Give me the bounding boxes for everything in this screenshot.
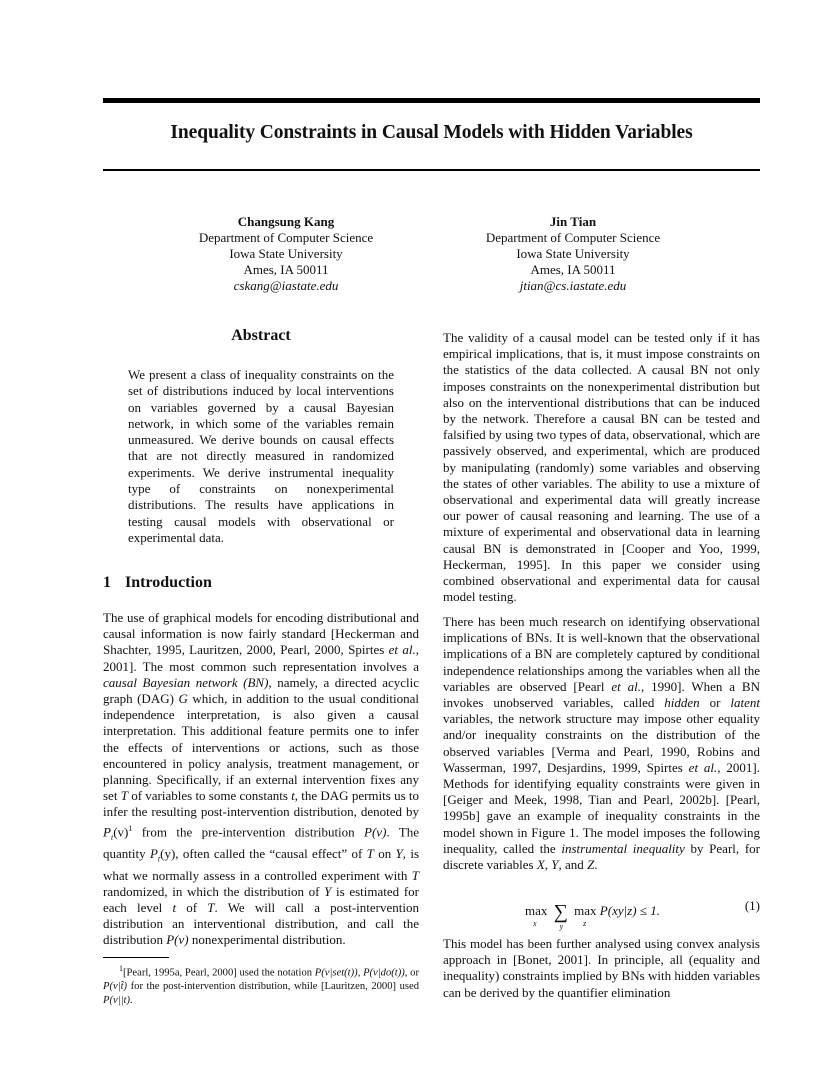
equation-number: (1) xyxy=(744,898,760,913)
author-email: jtian@cs.iastate.edu xyxy=(519,278,627,293)
author-university: Iowa State University xyxy=(229,246,343,261)
equation-1 xyxy=(443,892,760,931)
right-paragraph-1: The validity of a causal model can be tested only if it has empirical implications, that is, it must impose constraints on the statistics of the data collected. A causal BN not only imposes constraints on the nonexperimental distribution but also on the interventional distributions that can be induced by the network. Therefore a causal BN can be tested and falsified by using two types of data, observational, which are passively observed, and experimental, which are produced by manipulating (randomly) some variables and observing the states of other variables. The ability to use a mixture of observational and experimental data will greatly increase our power of causal reasoning and learning. The use of a mixture of experimental and observational data in learning causal BN is demonstrated in [Cooper and Yoo, 1999, Heckerman, 1995]. In this paper we consider using combined observational and experimental data for causal model testing. xyxy=(443,330,760,605)
summation-symbol: ∑ xyxy=(553,901,568,923)
intro-paragraph: The use of graphical models for encoding distributional and causal information is now fairly standard [Heckerman and Shachter, 1995, Lauritzen, 2000, Pearl, 2000, Spirtes et al., 2001]. The most common such representation involves a causal Bayesian network (BN), namely, a directed acyclic graph (DAG) G which, in addition to the usual conditional independence interpretation, is also given a causal interpretation. This additional feature permits one to infer the effects of interventions or actions, such as those encountered in policy analysis, treatment management, or planning. Specifically, if an external intervention fixes any set T of variables to some constants t, the DAG permits us to infer the resulting post-intervention distribution, denoted by $P_t(v)^1$ from the pre-intervention distribution P(v). The quantity $P_t(y)$, often called the “causal effect” of T on Y, is what we normally assess in a controlled experiment with T randomized, in which the distribution of Y is estimated for each level t of T. We will call a post-intervention distribution an interventional distribution, and call the distribution P(v) nonexperimental distribution. xyxy=(103,610,420,948)
paper-title: Inequality Constraints in Causal Models with Hidden Variables xyxy=(170,122,693,143)
section-number: 1 xyxy=(103,574,111,591)
top-thick-rule xyxy=(103,98,760,103)
right-paragraph-3: This model has been further analysed using convex analysis approach in [Bonet, 2001]. In principle, all (equality and inequality) constraints implied by BNs with hidden variables can be derived by the quantifier elimination xyxy=(443,936,760,1000)
author-address: Ames, IA 50011 xyxy=(243,262,329,277)
right-paragraph-2: There has been much research on identifying observational implications of BNs. It is well-known that the observational implications of a BN are completely captured by conditional independence relationships among the variables when all the variables are observed [Pearl et al., 1990]. When a BN invokes unobserved variables, called hidden or latent variables, the network structure may impose other equality and/or inequality constraints on the distribution of the observed variables [Verma and Pearl, 1990, Robins and Wasserman, 1997, Desjardins, 1999, Spirtes et al., 2001]. Methods for identifying equality constraints were given in [Geiger and Meek, 1998, Tian and Pearl, 2002b]. [Pearl, 1995b] gave an example of inequality constraints in the model shown in Figure 1. The model imposes the following inequality, called the instrumental inequality by Pearl, for discrete variables X, Y, and Z. xyxy=(443,614,760,873)
section-heading xyxy=(103,574,212,592)
author-address: Ames, IA 50011 xyxy=(530,262,616,277)
author-department: Department of Computer Science xyxy=(198,230,374,245)
footnote-marker[interactable]: 1 xyxy=(128,823,133,833)
abstract-heading: Abstract xyxy=(231,327,291,344)
author-email: cskang@iastate.edu xyxy=(233,278,339,293)
author-name: Jin Tian xyxy=(549,214,597,229)
author-name: Changsung Kang xyxy=(237,214,335,229)
title-bottom-rule xyxy=(103,169,760,171)
footnote-rule xyxy=(103,957,169,958)
footnote: $^1$[Pearl, 1995a, Pearl, 2000] used the notation P(v|set(t)), P(v|do(t)), or P(v|t̂) for the post-intervention distribution, while [Lauritzen, 2000] used P(v||t). xyxy=(103,964,419,1006)
author-department: Department of Computer Science xyxy=(485,230,661,245)
author-university: Iowa State University xyxy=(516,246,630,261)
author-block-1 xyxy=(136,214,436,294)
equation-body: max x ∑ y max z P(xy|z) ≤ 1. xyxy=(525,901,660,931)
section-title: Introduction xyxy=(125,574,212,591)
abstract-body: We present a class of inequality constraints on the set of distributions induced by local interventions on variables governed by a causal Bayesian network, in which some of the variables remain unmeasured. We derive bounds on causal effects that are not directly measured in randomized experiments. We derive instrumental inequality type of constraints on nonexperimental distributions. The results have applications in testing causal models with observational or experimental data. xyxy=(128,367,394,545)
author-block-2 xyxy=(423,214,723,294)
